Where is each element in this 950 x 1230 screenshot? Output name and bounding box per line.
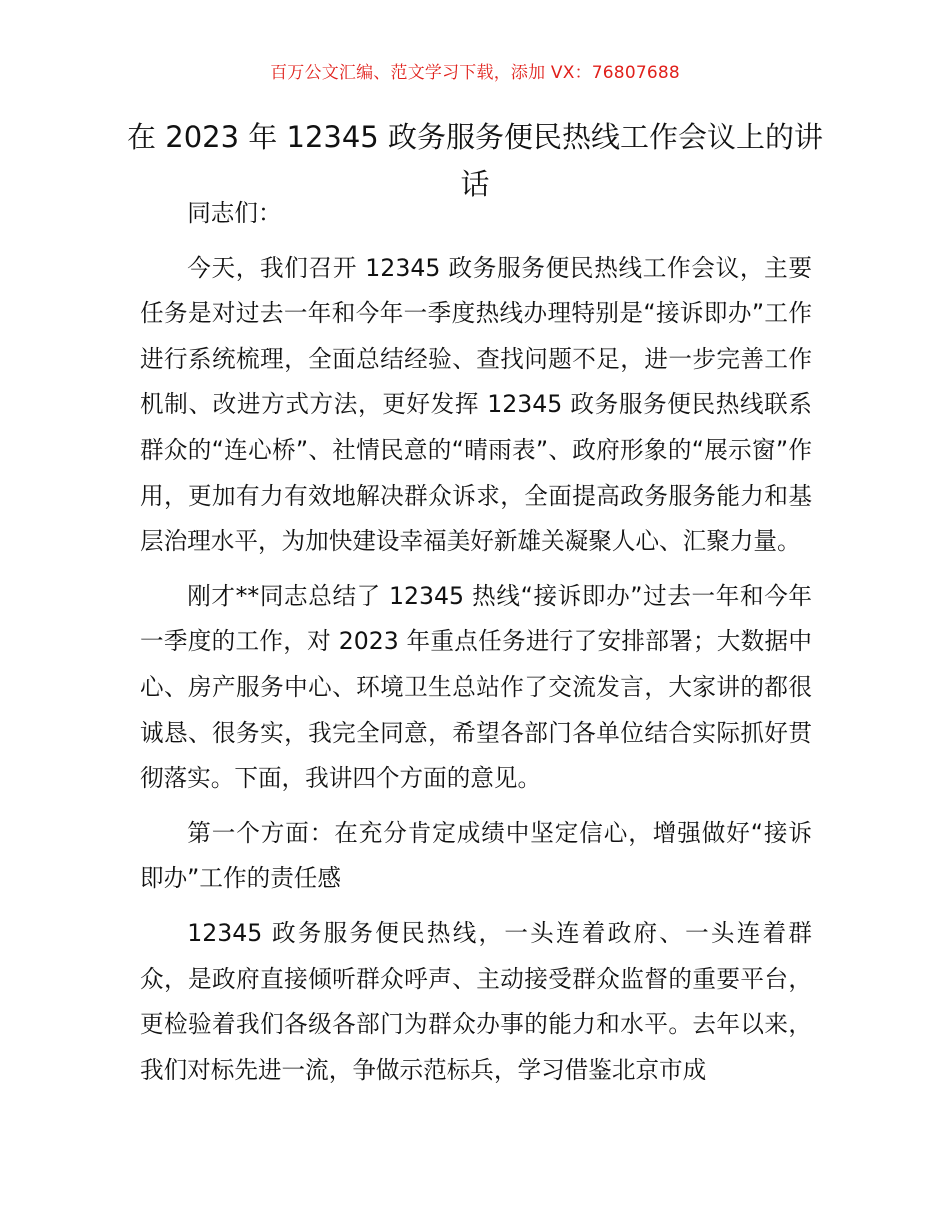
watermark-header-note: 百万公文汇编、范文学习下载，添加 VX：76807688 <box>270 63 680 83</box>
document-body <box>140 191 812 1102</box>
paragraph-section-1: 12345 政务服务便民热线，一头连着政府、一头连着群众，是政府直接倾听群众呼声、主动接受群众监督的重要平台，更检验着我们各级各部门为群众办事的能力和水平。去年以来，我们对标先进一流，争做示范标兵，学习借鉴北京市成 <box>140 918 812 1084</box>
paragraph-intro: 今天，我们召开 12345 政务服务便民热线工作会议，主要任务是对过去一年和今年一季度热线办理特别是“接诉即办”工作进行系统梳理，全面总结经验、查找问题不足，进一步完善工作机制、改进方式方法，更好发挥 12345 政务服务便民热线联系群众的“连心桥”、社情民意的“晴雨表”、政府形象的“展示窗”作用，更加有力有效地解决群众诉求，全面提高政务服务能力和基层治理水平，为加快建设幸福美好新雄关凝聚人心、汇聚力量。 <box>140 253 812 556</box>
paragraph-summary: 刚才**同志总结了 12345 热线“接诉即办”过去一年和今年一季度的工作，对 2023 年重点任务进行了安排部署；大数据中心、房产服务中心、环境卫生总站作了交流发言，大家讲的都很诚恳、很务实，我完全同意，希望各部门各单位结合实际抓好贯彻落实。下面，我讲四个方面的意见。 <box>140 581 812 793</box>
salutation: 同志们： <box>187 199 282 227</box>
document-title: 在 2023 年 12345 政务服务便民热线工作会议上的讲话 <box>127 120 823 201</box>
section-heading-1: 第一个方面：在充分肯定成绩中坚定信心，增强做好“接诉即办”工作的责任感 <box>140 818 812 893</box>
